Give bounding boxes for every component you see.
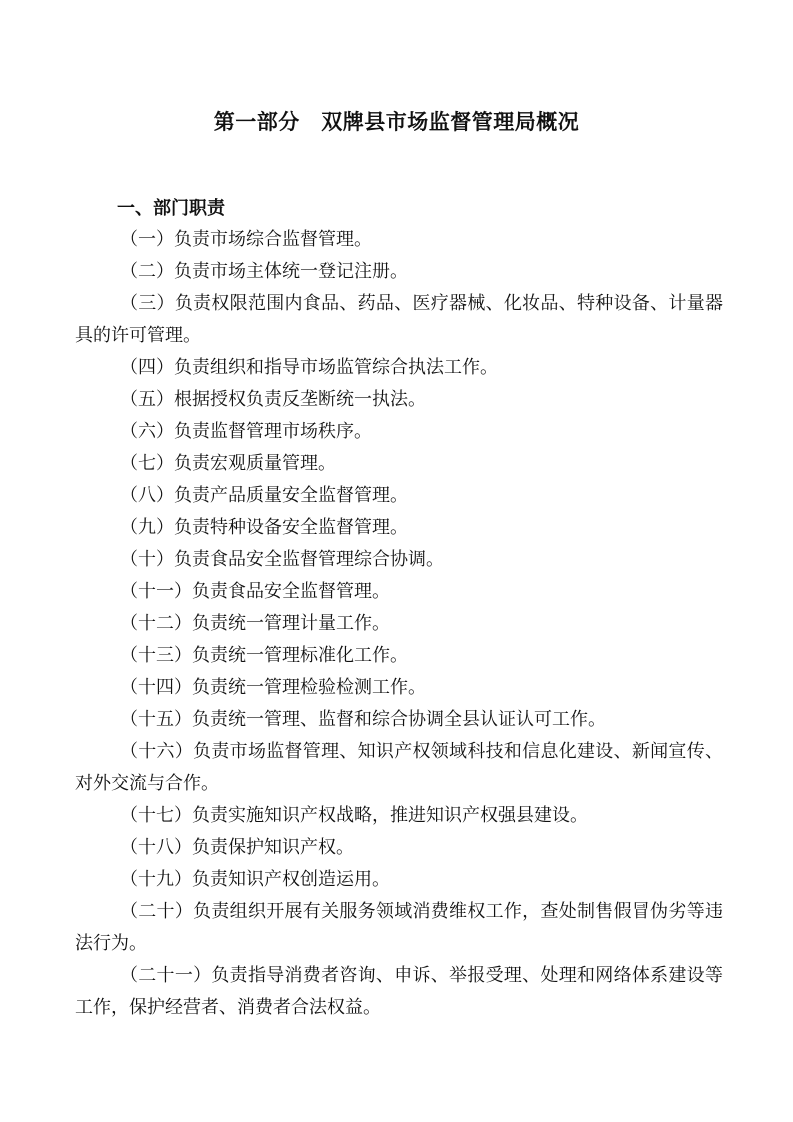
duty-item: （八）负责产品质量安全监督管理。 [120, 485, 408, 506]
duty-item: （十九）负责知识产权创造运用。 [120, 869, 390, 890]
duty-item: （十）负责食品安全监督管理综合协调。 [120, 549, 444, 570]
duty-item: （二）负责市场主体统一登记注册。 [120, 261, 408, 282]
duty-item: （十一）负责食品安全监督管理。 [120, 581, 390, 602]
duty-item: （十八）负责保护知识产权。 [120, 837, 354, 858]
duty-item: （五）根据授权负责反垄断统一执法。 [120, 389, 426, 410]
duty-item: （十五）负责统一管理、监督和综合协调全县认证认可工作。 [120, 709, 606, 730]
duty-item: （四）负责组织和指导市场监管综合执法工作。 [120, 357, 498, 378]
duty-item: （十四）负责统一管理检验检测工作。 [120, 677, 426, 698]
duty-item: （三）负责权限范围内食品、药品、医疗器械、化妆品、特种设备、计量器具的许可管理。 [75, 293, 723, 346]
duty-item: （一）负责市场综合监督管理。 [120, 229, 372, 250]
duties-list [75, 224, 723, 1024]
duty-item: （十三）负责统一管理标准化工作。 [120, 645, 408, 666]
duty-item: （二十）负责组织开展有关服务领域消费维权工作，查处制售假冒伪劣等违法行为。 [75, 901, 723, 954]
duty-item: （十七）负责实施知识产权战略，推进知识产权强县建设。 [120, 805, 588, 826]
section-heading: 一、部门职责 [117, 198, 225, 219]
duty-item: （九）负责特种设备安全监督管理。 [120, 517, 408, 538]
duty-item: （六）负责监督管理市场秩序。 [120, 421, 372, 442]
duty-item: （十六）负责市场监督管理、知识产权领域科技和信息化建设、新闻宣传、对外交流与合作。 [75, 741, 723, 794]
duty-item: （二十一）负责指导消费者咨询、申诉、举报受理、处理和网络体系建设等工作，保护经营者、消费者合法权益。 [75, 965, 723, 1018]
duty-item: （七）负责宏观质量管理。 [120, 453, 336, 474]
page-title: 第一部分 双牌县市场监督管理局概况 [213, 110, 580, 134]
duty-item: （十二）负责统一管理计量工作。 [120, 613, 390, 634]
